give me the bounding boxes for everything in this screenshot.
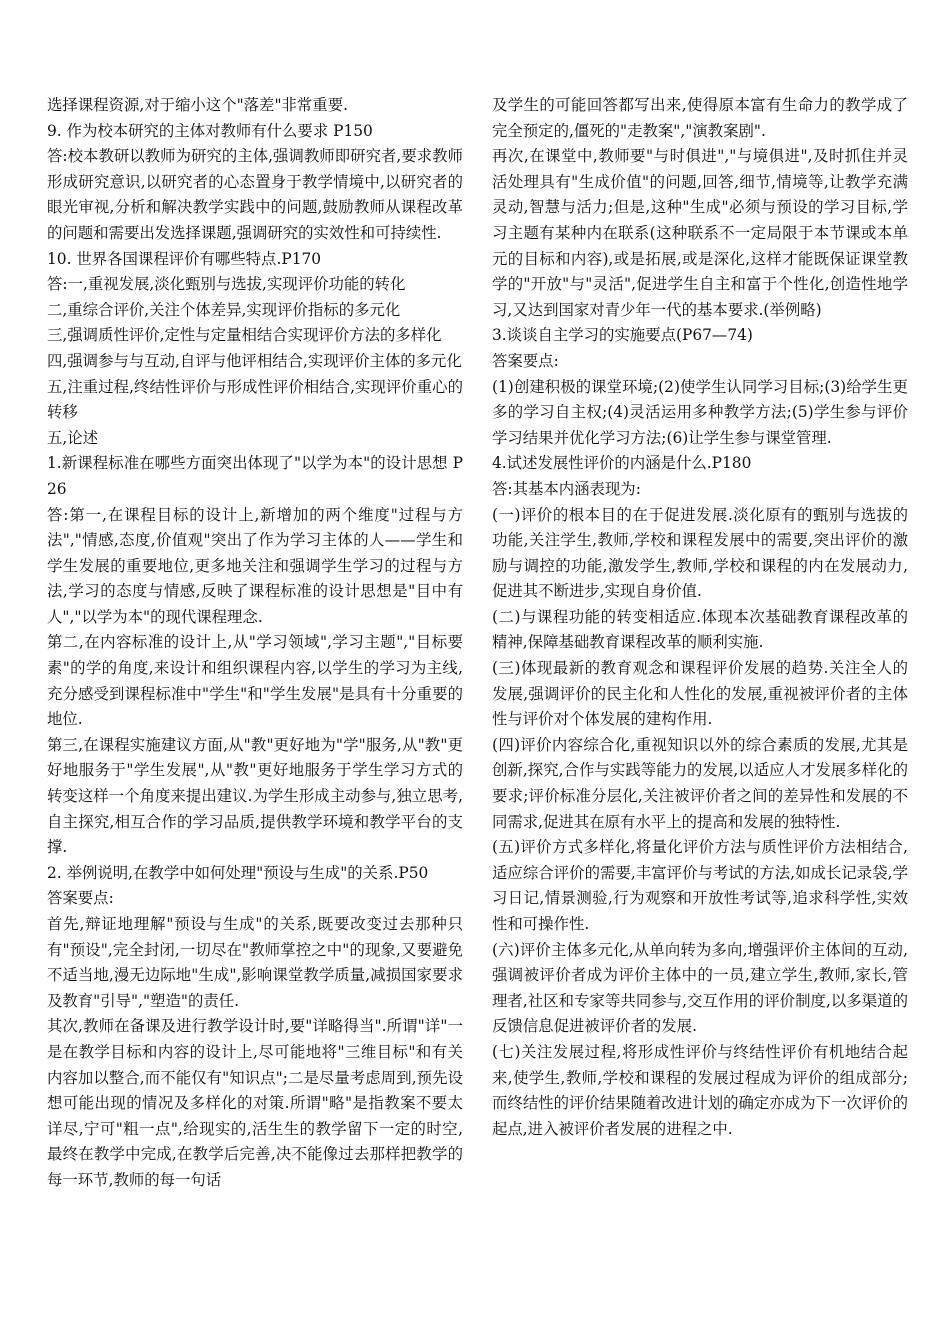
question-heading: 9. 作为校本研究的主体对教师有什么要求 P150 [47, 121, 373, 140]
paragraph: 答:校本教研以教师为研究的主体,强调教师即研究者,要求教师形成研究意识,以研究者的心态置身于教学情境中,以研究者的眼光审视,分析和解决教学实践中的问题,鼓励教师从课程改革的问题和需要出发选择课题,强调研究的实效性和可持续性. [47, 147, 463, 242]
paragraph: 答案要点: [47, 889, 114, 908]
paragraph: 首先,辩证地理解"预设与生成"的关系,既要改变过去那种只有"预设",完全封闭,一切尽在"教师掌控之中"的现象,又要避免不适当地,漫无边际地"生成",影响课堂教学质量,减损国家要求及教育"引导","塑造"的责任. [47, 915, 463, 1010]
paragraph: 三,强调质性评价,定性与定量相结合实现评价方法的多样化 [47, 326, 442, 345]
question-heading: 4.试述发展性评价的内涵是什么.P180 [492, 454, 752, 473]
paragraph: (三)体现最新的教育观念和课程评价发展的趋势.关注全人的发展,强调评价的民主化和人性化的发展,重视被评价者的主体性与评价对个体发展的建构作用. [492, 659, 908, 729]
paragraph: 答:第一,在课程目标的设计上,新增加的两个维度"过程与方法","情感,态度,价值观"突出了作为学习主体的人——学生和学生发展的重要地位,更多地关注和强调学生学习的过程与方法,学习的态度与情感,反映了课程标准的设计思想是"目中有人","以学为本"的现代课程理念. [47, 505, 463, 626]
paragraph: 答:一,重视发展,淡化甄别与选拔,实现评价功能的转化 [47, 275, 406, 294]
paragraph: (二)与课程功能的转变相适应.体现本次基础教育课程改革的精神,保障基础教育课程改革的顺利实施. [492, 607, 908, 652]
paragraph: (七)关注发展过程,将形成性评价与终结性评价有机地结合起来,使学生,教师,学校和课程的发展过程成为评价的组成部分;而终结性的评价结果随着改进计划的确定亦成为下一次评价的起点,进入被评价者发展的进程之中. [492, 1042, 908, 1138]
question-heading: 3.谈谈自主学习的实施要点(P67—74) [492, 326, 753, 345]
question-heading: 1.新课程标准在哪些方面突出体现了"以学为本"的设计思想 P26 [47, 454, 463, 498]
paragraph: 二,重综合评价,关注个体差异,实现评价指标的多元化 [47, 300, 401, 319]
question-heading: 2. 举例说明,在教学中如何处理"预设与生成"的关系.P50 [47, 863, 429, 882]
paragraph: 再次,在课堂中,教师要"与时俱进","与境俱进",及时抓住并灵活处理具有"生成价值"的问题,回答,细节,情境等,让教学充满灵动,智慧与活力;但是,这种"生成"必须与预设的学习目标,学习主题有某种内在联系(这种联系不一定局限于本节课或本单元的目标和内容),或是拓展,或是深化,这样才能既保证课堂教学的"开放"与"灵活",促进学生自主和富于个性化,创造性地学习,又达到国家对青少年一代的基本要求.(举例略) [492, 147, 908, 319]
paragraph: 及学生的可能回答都写出来,使得原本富有生命力的教学成了完全预定的,僵死的"走教案","演教案剧". [492, 96, 908, 140]
paragraph: 五,注重过程,终结性评价与形成性评价相结合,实现评价重心的转移 [47, 377, 463, 422]
paragraph: 答案要点: [492, 351, 559, 370]
paragraph: 答:其基本内涵表现为: [492, 479, 641, 498]
section-heading: 五,论述 [47, 428, 99, 447]
paragraph: (五)评价方式多样化,将量化评价方法与质性评价方法相结合,适应综合评价的需要,丰富评价与考试的方法,如成长记录袋,学习日记,情景测验,行为观察和开放性考试等,追求科学性,实效性和可操作性. [492, 838, 908, 933]
paragraph: 第二,在内容标准的设计上,从"学习领域",学习主题","目标要素"的学的角度,来设计和组织课程内容,以学生的学习为主线,充分感受到课程标准中"学生"和"学生发展"是具有十分重要的地位. [47, 633, 463, 729]
paragraph: 四,强调参与与互动,自评与他评相结合,实现评价主体的多元化 [47, 351, 462, 370]
left-column [47, 93, 463, 1194]
paragraph: 第三,在课程实施建议方面,从"教"更好地为"学"服务,从"教"更好地服务于"学生发展",从"教"更好地服务于学生学习方式的转变这样一个角度来提出建议.为学生形成主动参与,独立思考,自主探究,相互合作的学习品质,提供教学环境和教学平台的支撑. [47, 735, 463, 857]
question-heading: 10. 世界各国课程评价有哪些特点.P170 [47, 249, 322, 268]
paragraph: (四)评价内容综合化,重视知识以外的综合素质的发展,尤其是创新,探究,合作与实践等能力的发展,以适应人才发展多样化的要求;评价标准分层化,关注被评价者之间的差异性和发展的不同需求,促进其在原有水平上的提高和发展的独特性. [492, 735, 908, 831]
paragraph: (1)创建积极的课堂环境;(2)使学生认同学习目标;(3)给学生更多的学习自主权;(4)灵活运用多种教学方法;(5)学生参与评价学习结果并优化学习方法;(6)让学生参与课堂管理. [492, 377, 908, 447]
paragraph: 选择课程资源,对于缩小这个"落差"非常重要. [47, 96, 348, 114]
paragraph: (一)评价的根本目的在于促进发展.淡化原有的甄别与选拔的功能,关注学生,教师,学校和课程发展中的需要,突出评价的激励与调控的功能,激发学生,教师,学校和课程的内在发展动力,促进其不断进步,实现自身价值. [492, 505, 908, 601]
paragraph: (六)评价主体多元化,从单向转为多向,增强评价主体间的互动,强调被评价者成为评价主体中的一员,建立学生,教师,家长,管理者,社区和专家等共同参与,交互作用的评价制度,以多渠道的反馈信息促进被评价者的发展. [492, 940, 908, 1036]
right-column [492, 93, 908, 1142]
paragraph: 其次,教师在备课及进行教学设计时,要"详略得当".所谓"详"一是在教学目标和内容的设计上,尽可能地将"三维目标"和有关内容加以整合,而不能仅有"知识点";二是尽量考虑周到,预先设想可能出现的情况及多样化的对策.所谓"略"是指教案不要太详尽,宁可"粗一点",给现实的,活生生的教学留下一定的时空,最终在教学中完成,在教学后完善,决不能像过去那样把教学的每一环节,教师的每一句话 [47, 1017, 463, 1189]
